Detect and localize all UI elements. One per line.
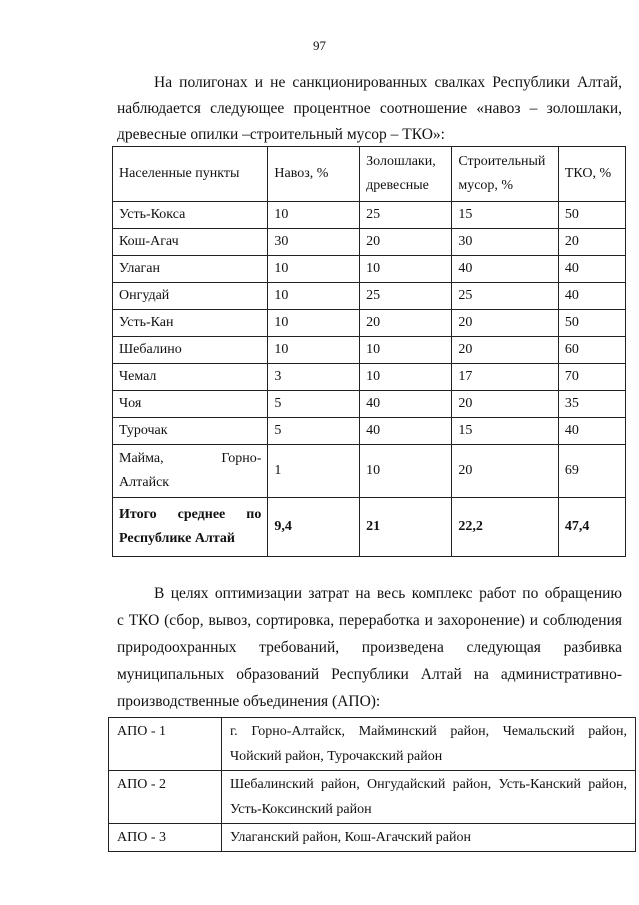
cell: Онгудай — [113, 283, 268, 310]
cell: Турочак — [113, 418, 268, 445]
cell: 25 — [360, 283, 452, 310]
cell: 50 — [558, 202, 625, 229]
table-row — [113, 283, 626, 310]
cell: 20 — [452, 310, 558, 337]
cell: 10 — [268, 256, 360, 283]
intro-paragraph — [117, 70, 622, 148]
cell: 60 — [558, 337, 625, 364]
table-total-row — [113, 498, 626, 557]
table-row — [113, 364, 626, 391]
intro-line: На полигонах и не санкционированных свалках Республики Алтай, — [154, 74, 622, 91]
table-row — [113, 418, 626, 445]
paragraph-line: природоохранных требований, произведена следующая разбивка — [117, 639, 622, 656]
cell: 15 — [452, 418, 558, 445]
paragraph-line: производственные объединения (АПО): — [117, 693, 381, 710]
cell: 10 — [268, 283, 360, 310]
cell: 10 — [268, 202, 360, 229]
paragraph-line: муниципальных образований Республики Алтай на административно- — [117, 666, 622, 683]
waste-composition-table — [112, 146, 626, 557]
apo-value: г. Горно-Алтайск, Майминский район, Чемальский район, Чойский район, Турочакский район — [222, 718, 636, 771]
cell: 9,4 — [268, 498, 360, 557]
cell: 5 — [268, 418, 360, 445]
cell: 30 — [268, 229, 360, 256]
cell: 20 — [452, 391, 558, 418]
table-row — [113, 229, 626, 256]
cell: 30 — [452, 229, 558, 256]
apo-key: АПО - 1 — [109, 718, 222, 771]
cell: 20 — [360, 310, 452, 337]
cell: 22,2 — [452, 498, 558, 557]
cell-line: Алтайск — [119, 475, 170, 490]
page-number: 97 — [313, 38, 326, 53]
cell: 10 — [268, 337, 360, 364]
cell — [113, 445, 268, 498]
cell: 50 — [558, 310, 625, 337]
paragraph-line: с ТКО (сбор, вывоз, сортировка, переработка и захоронение) и соблюдения — [117, 612, 622, 629]
intro-line: древесные опилки –строительный мусор – ТКО»: — [117, 126, 445, 143]
cell: 40 — [360, 391, 452, 418]
cell: 40 — [558, 256, 625, 283]
cell: Кош-Агач — [113, 229, 268, 256]
cell: 20 — [360, 229, 452, 256]
table-row — [113, 445, 626, 498]
cell-line: Итого среднее по — [119, 507, 262, 522]
cell: Усть-Кан — [113, 310, 268, 337]
paragraph-line: В целях оптимизации затрат на весь комплекс работ по обращению — [154, 585, 622, 602]
cell: 10 — [360, 445, 452, 498]
cell: 70 — [558, 364, 625, 391]
cell: 15 — [452, 202, 558, 229]
table-row — [113, 337, 626, 364]
cell: 25 — [452, 283, 558, 310]
optimization-paragraph — [117, 580, 622, 715]
apo-value: Улаганский район, Кош-Агачский район — [222, 824, 636, 852]
cell: Чоя — [113, 391, 268, 418]
header-cell: ТКО, % — [558, 147, 625, 202]
table-row — [113, 202, 626, 229]
cell: Чемал — [113, 364, 268, 391]
header-cell: Населенные пункты — [113, 147, 268, 202]
cell: Улаган — [113, 256, 268, 283]
cell: 20 — [452, 337, 558, 364]
header-cell: Строительный мусор, % — [452, 147, 558, 202]
table-row — [113, 256, 626, 283]
cell: 5 — [268, 391, 360, 418]
cell-line: Майма, Горно- — [119, 451, 262, 466]
cell: 21 — [360, 498, 452, 557]
apo-table — [108, 717, 636, 852]
cell: 1 — [268, 445, 360, 498]
cell: 10 — [360, 337, 452, 364]
table-row — [109, 771, 636, 824]
cell: 40 — [558, 283, 625, 310]
cell: Шебалино — [113, 337, 268, 364]
cell: 25 — [360, 202, 452, 229]
cell-line: Республике Алтай — [119, 531, 235, 546]
intro-line: наблюдается следующее процентное соотношение «навоз – золошлаки, — [117, 100, 622, 117]
table-row — [109, 718, 636, 771]
cell: 40 — [452, 256, 558, 283]
cell: 17 — [452, 364, 558, 391]
cell: 10 — [268, 310, 360, 337]
cell: Усть-Кокса — [113, 202, 268, 229]
cell: 35 — [558, 391, 625, 418]
cell: 20 — [558, 229, 625, 256]
header-cell: Золошлаки, древесные — [360, 147, 452, 202]
cell: 10 — [360, 256, 452, 283]
table-row — [109, 824, 636, 852]
cell: 40 — [558, 418, 625, 445]
header-cell: Навоз, % — [268, 147, 360, 202]
table-row — [113, 310, 626, 337]
cell: 69 — [558, 445, 625, 498]
cell: 10 — [360, 364, 452, 391]
apo-key: АПО - 2 — [109, 771, 222, 824]
cell: 20 — [452, 445, 558, 498]
cell: 3 — [268, 364, 360, 391]
table-row — [113, 391, 626, 418]
cell: 47,4 — [558, 498, 625, 557]
apo-key: АПО - 3 — [109, 824, 222, 852]
table-header-row — [113, 147, 626, 202]
cell — [113, 498, 268, 557]
cell: 40 — [360, 418, 452, 445]
apo-value: Шебалинский район, Онгудайский район, Усть-Канский район, Усть-Коксинский район — [222, 771, 636, 824]
